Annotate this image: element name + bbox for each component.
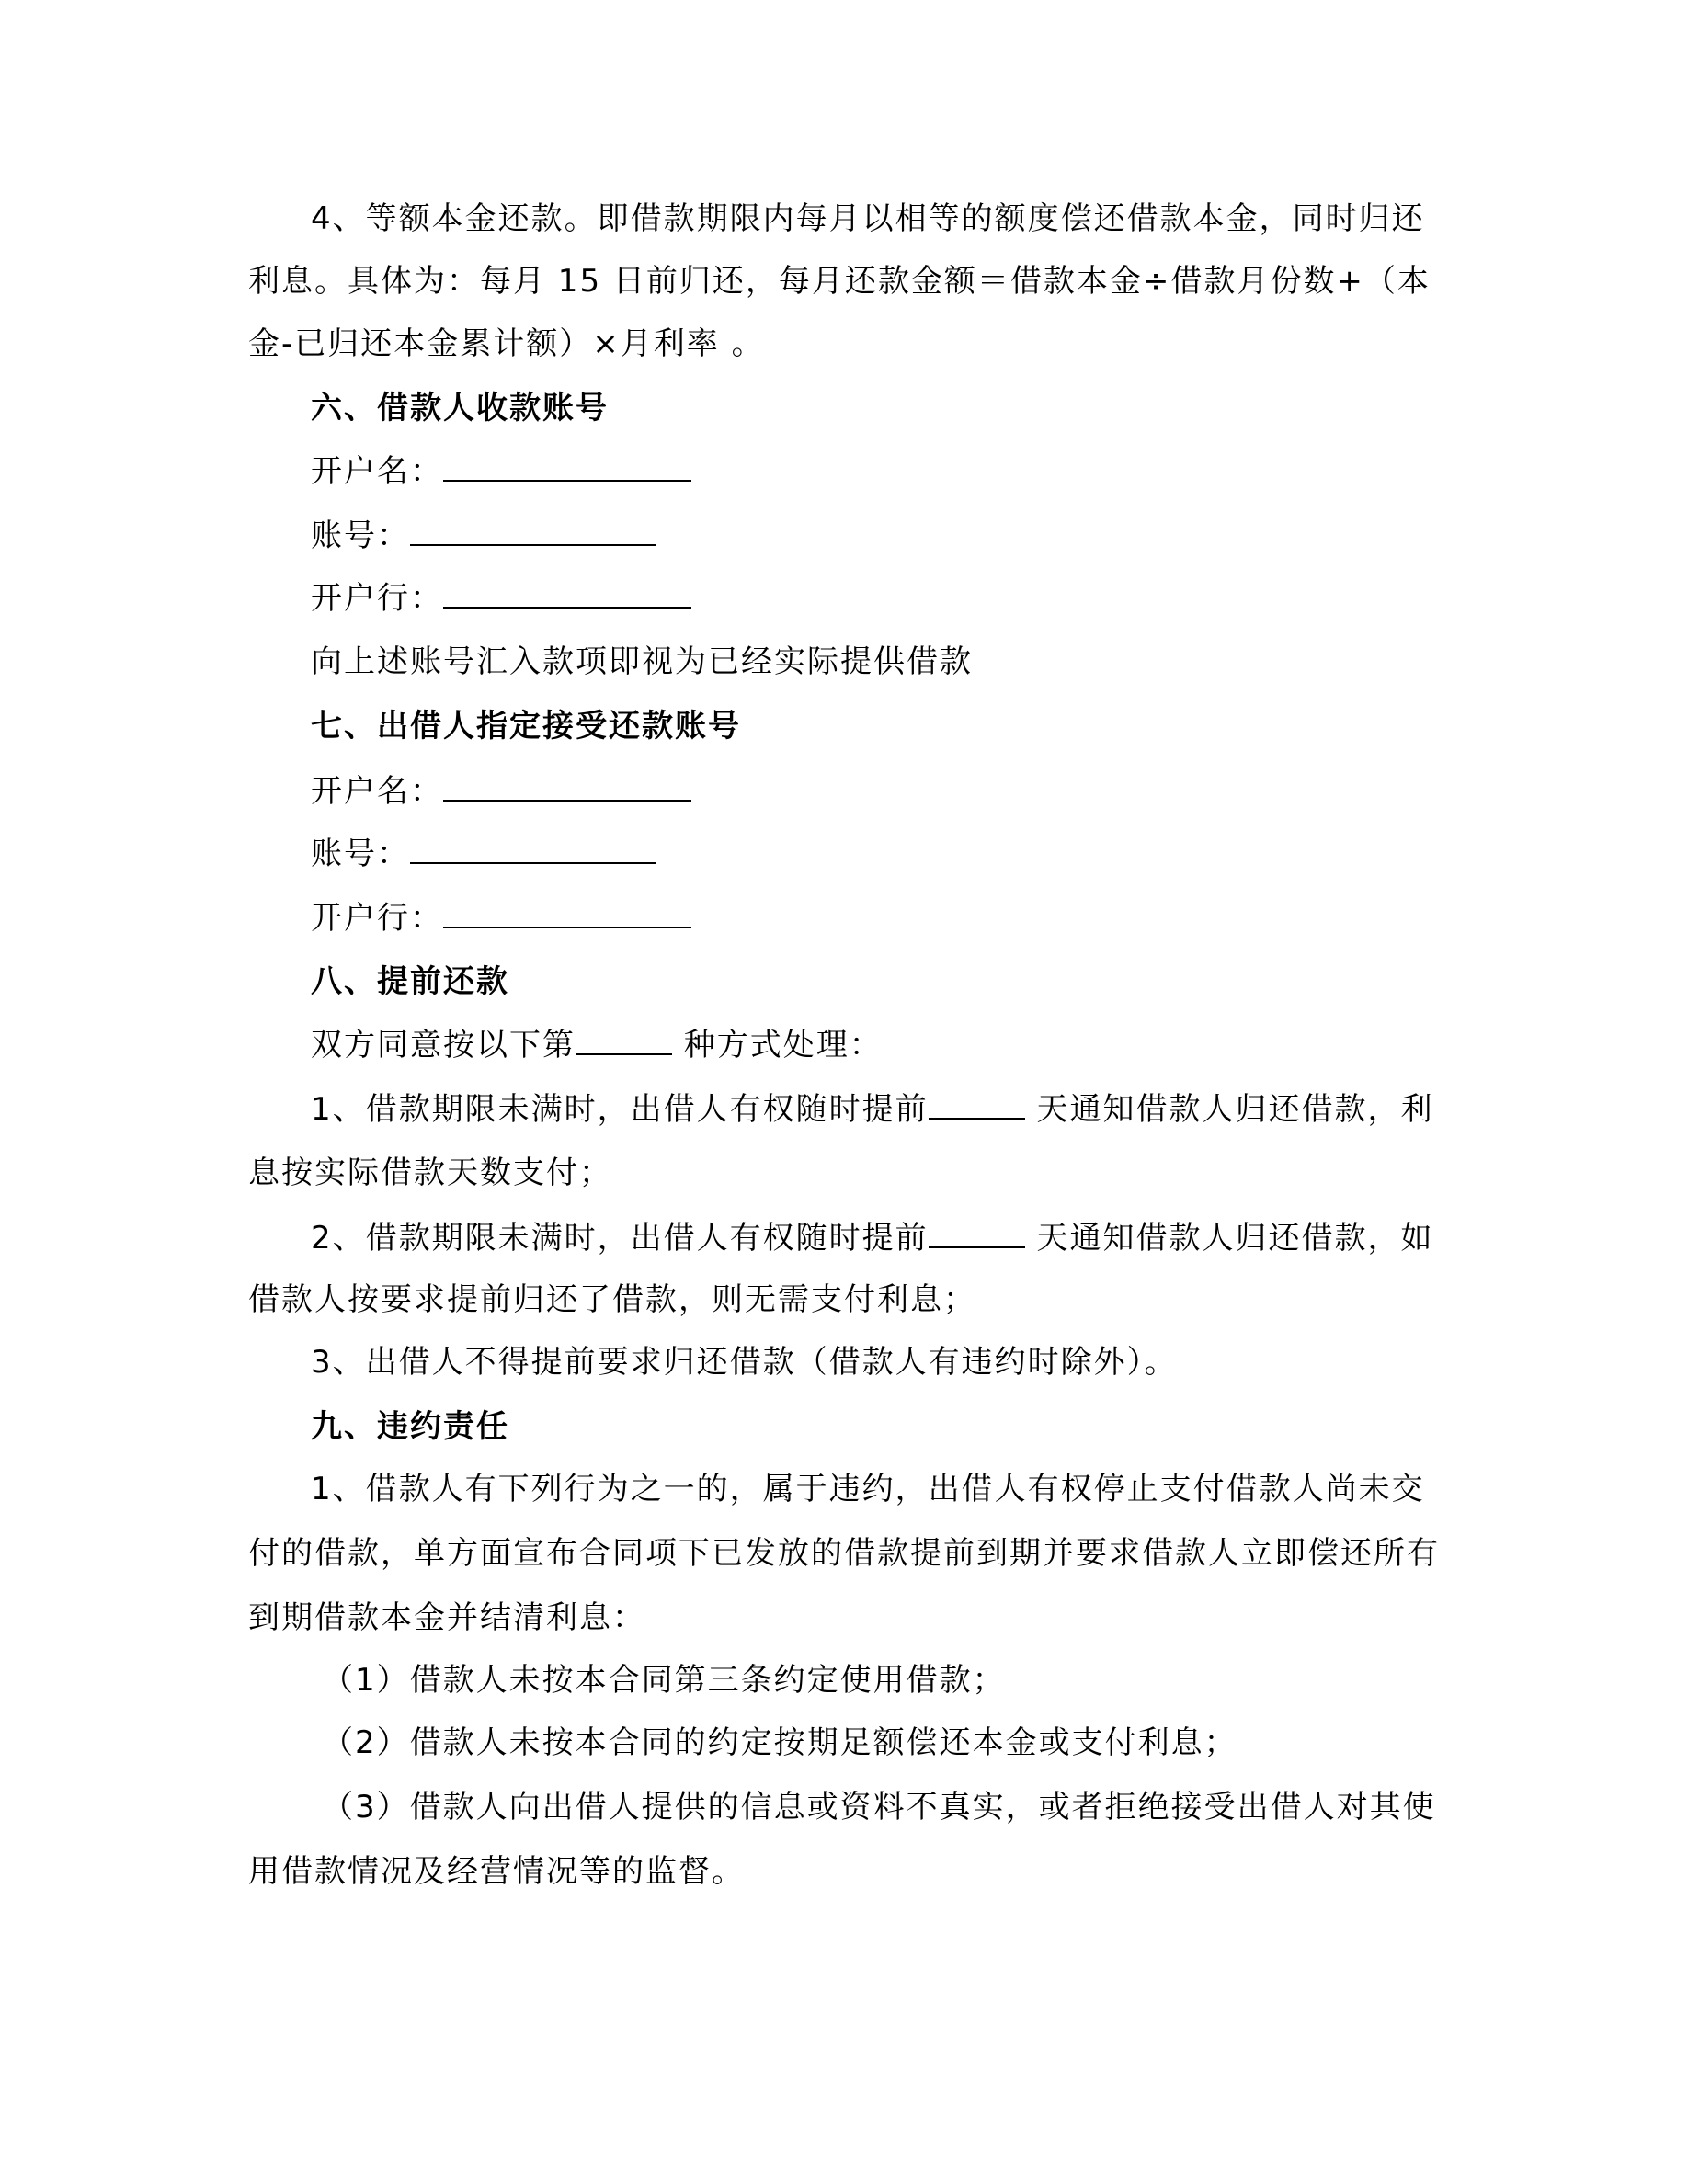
intro-pre: 双方同意按以下第 (311, 1027, 576, 1064)
item1-pre: 1、借款期限未满时，出借人有权随时提前 (311, 1091, 929, 1128)
section8-heading: 八、提前还款 (311, 963, 509, 1000)
section9-sub3-line2: 用借款情况及经营情况等的监督。 (248, 1853, 745, 1890)
section6-note: 向上述账号汇入款项即视为已经实际提供借款 (311, 643, 973, 680)
section6-bank-row (311, 579, 691, 617)
section6-account-no-row (311, 517, 656, 554)
account-name-label: 开户名： (311, 453, 443, 490)
account-name-label: 开户名： (311, 773, 443, 810)
para4-line3: 金-已归还本金累计额）×月利率 。 (248, 325, 765, 362)
method-number-blank[interactable] (576, 1026, 672, 1055)
section9-sub1: （1）借款人未按本合同第三条约定使用借款； (322, 1662, 1006, 1699)
section8-item1-line1 (311, 1090, 1433, 1128)
account-no-blank[interactable] (410, 517, 656, 546)
account-no-blank[interactable] (410, 835, 656, 864)
para4-line2: 利息。具体为：每月 15 日前归还，每月还款金额＝借款本金÷借款月份数+（本 (248, 263, 1431, 300)
notice-days-blank[interactable] (929, 1219, 1025, 1248)
section9-item1-line1: 1、借款人有下列行为之一的，属于违约，出借人有权停止支付借款人尚未交 (311, 1471, 1425, 1507)
section8-item2-line1 (311, 1219, 1433, 1257)
section9-item1-line2: 付的借款，单方面宣布合同项下已发放的借款提前到期并要求借款人立即偿还所有 (248, 1535, 1440, 1572)
item2-post: 天通知借款人归还借款，如 (1024, 1220, 1434, 1257)
notice-days-blank[interactable] (929, 1090, 1025, 1120)
item2-pre: 2、借款期限未满时，出借人有权随时提前 (311, 1220, 929, 1257)
section9-sub3-line1: （3）借款人向出借人提供的信息或资料不真实，或者拒绝接受出借人对其使 (322, 1789, 1436, 1826)
section8-item2-line2: 借款人按要求提前归还了借款，则无需支付利息； (248, 1281, 976, 1318)
section7-heading: 七、出借人指定接受还款账号 (311, 708, 741, 745)
section6-heading: 六、借款人收款账号 (311, 390, 609, 427)
bank-label: 开户行： (311, 900, 443, 937)
section9-item1-line3: 到期借款本金并结清利息： (248, 1599, 645, 1636)
account-no-label: 账号： (311, 836, 410, 872)
item1-post: 天通知借款人归还借款，利 (1024, 1091, 1434, 1128)
section8-item1-line2: 息按实际借款天数支付； (248, 1155, 612, 1191)
account-name-blank[interactable] (443, 772, 691, 802)
bank-label: 开户行： (311, 580, 443, 617)
section7-account-name-row (311, 772, 691, 810)
section7-account-no-row (311, 835, 656, 872)
para4-line1: 4、等额本金还款。即借款期限内每月以相等的额度偿还借款本金，同时归还 (311, 200, 1425, 237)
section8-item3: 3、出借人不得提前要求归还借款（借款人有违约时除外）。 (311, 1344, 1178, 1381)
section6-account-name-row (311, 452, 691, 490)
section9-heading: 九、违约责任 (311, 1408, 509, 1445)
account-name-blank[interactable] (443, 452, 691, 482)
account-no-label: 账号： (311, 518, 410, 554)
section8-intro (311, 1026, 883, 1064)
intro-post: 种方式处理： (672, 1027, 883, 1064)
bank-blank[interactable] (443, 579, 691, 609)
bank-blank[interactable] (443, 899, 691, 928)
section9-sub2: （2）借款人未按本合同的约定按期足额偿还本金或支付利息； (322, 1724, 1237, 1761)
section7-bank-row (311, 899, 691, 937)
